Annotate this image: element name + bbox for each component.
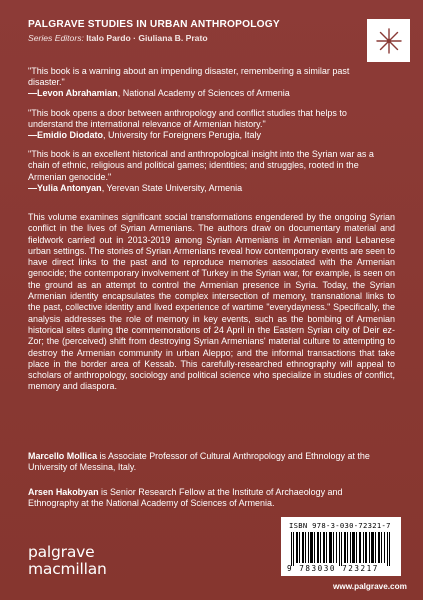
author-bio-text: is Senior Research Fellow at the Institute of Archaeology and Ethnography at the National Academy of Sciences of Armenia.	[28, 487, 343, 509]
isbn-barcode	[281, 517, 401, 576]
quote-3	[28, 149, 388, 194]
quote-attribution	[28, 183, 388, 194]
barcode-digits: 9 783030 723217	[287, 564, 379, 573]
quote-affiliation: , National Academy of Sciences of Armenia	[117, 88, 290, 99]
quote-author: —Emidio Diodato	[28, 130, 103, 141]
author-name: Arsen Hakobyan	[28, 487, 99, 497]
publisher-logo	[28, 544, 107, 578]
series-editors	[28, 33, 358, 43]
author-bio-2	[28, 487, 388, 510]
quote-text: "This book is a warning about an impending disaster, remembering a similar past disaster."	[28, 66, 350, 88]
book-description: This volume examines significant social transformations engendered by the ongoing Syrian conflict in the lives of Syrian Armenians. The authors draw on documentary material and fieldwork carried out in 2013-2019 among Syrian Armenians in Armenian and Lebanese urban settings. The stories of Syrian Armenians reveal how contemporary events are seen to have direct links to the past and to reproduce memories associated with the Armenian genocide; the contemporary involvement of Turkey in the Syrian war, for example, is seen on the ground as an attempt to control the Armenian presence in Syria. Today, the Syrian Armenian identity encapsulates the complex intersection of memory, transnational links to the past, collective identity and lived experience of wartime "everydayness." Specifically, the analysis addresses the role of memory in key events, such as the bombing of Armenian historical sites during the commemorations of 24 April in the Eastern Syrian city of Deir ez-Zor; the (perceived) shift from destroying Syrian Armenians' material culture to attempting to destroy the Armenian community in urban Aleppo; and the informal transactions that take place in the border area of Kessab. This carefully-researched ethnography will appeal to scholars of anthropology, sociology and political science who specialize in studies of conflict, memory and diaspora.	[28, 212, 395, 392]
quote-attribution	[28, 88, 388, 99]
quote-affiliation: , Yerevan State University, Armenia	[101, 182, 243, 193]
publisher-line-2: macmillan	[28, 560, 107, 578]
quote-2	[28, 108, 388, 142]
quote-attribution	[28, 130, 388, 141]
series-title: PALGRAVE STUDIES IN URBAN ANTHROPOLOGY	[28, 19, 280, 30]
author-bio-text: is Associate Professor of Cultural Anthropology and Ethnology at the University of Messina, Italy.	[28, 451, 370, 473]
endorsement-quotes	[28, 66, 388, 202]
asterisk-logo-icon	[374, 26, 404, 56]
author-bio-1	[28, 451, 388, 474]
quote-affiliation: , University for Foreigners Perugia, Italy	[103, 130, 262, 141]
website-link[interactable]: www.palgrave.com	[333, 582, 407, 591]
series-header	[28, 19, 358, 43]
quote-text: "This book is an excellent historical and anthropological insight into the Syrian war as a chain of ethnic, religious and political games; identities; and struggles, rooted in the Armenian genocide."	[28, 149, 374, 182]
publisher-logo-badge	[367, 19, 410, 62]
barcode-icon	[289, 532, 393, 566]
series-editors-names: Italo Pardo · Giuliana B. Prato	[86, 33, 208, 43]
series-editors-label: Series Editors:	[28, 33, 84, 43]
quote-author: —Yulia Antonyan	[28, 182, 102, 193]
author-name: Marcello Mollica	[28, 451, 98, 461]
quote-author: —Levon Abrahamian	[28, 88, 118, 99]
isbn-number: ISBN 978-3-030-72321-7	[289, 521, 391, 530]
publisher-line-1: palgrave	[28, 543, 95, 561]
quote-text: "This book opens a door between anthropology and conflict studies that helps to understand the international relevance of Armenian history."	[28, 107, 347, 129]
quote-1	[28, 66, 388, 100]
